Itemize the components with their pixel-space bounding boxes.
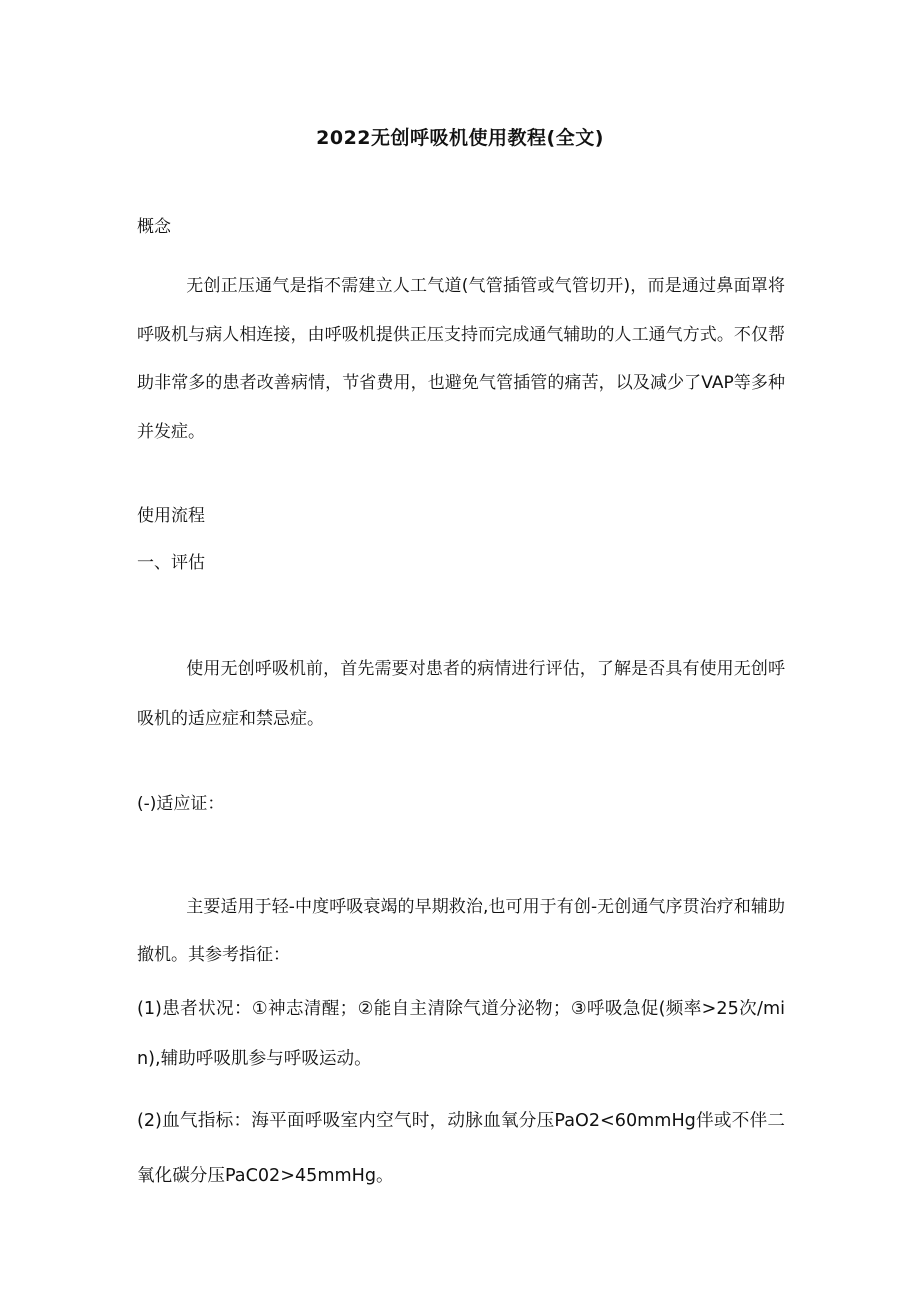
- assessment-heading: 一、评估: [137, 553, 205, 573]
- process-heading: 使用流程: [137, 506, 205, 526]
- indication-heading: (-)适应证：: [137, 794, 225, 814]
- concept-paragraph: 无创正压通气是指不需建立人工气道(气管插管或气管切开)，而是通过鼻面罩将呼吸机与病人相连接，由呼吸机提供正压支持而完成通气辅助的人工通气方式。不仅帮助非常多的患者改善病情，节省费用，也避免气管插管的痛苦，以及减少了VAP等多种并发症。: [137, 276, 785, 442]
- criterion-1: (1)患者状况：①神志清醒；②能自主清除气道分泌物；③呼吸急促(频率>25次/min),辅助呼吸肌参与呼吸运动。: [137, 999, 785, 1069]
- criterion-2: (2)血气指标：海平面呼吸室内空气时，动脉血氧分压PaO2<60mmHg伴或不伴二氧化碳分压PaC02>45mmHg。: [137, 1111, 785, 1186]
- concept-heading: 概念: [137, 217, 171, 237]
- indication-paragraph: 主要适用于轻-中度呼吸衰竭的早期救治,也可用于有创-无创通气序贯治疗和辅助撤机。其参考指征：: [137, 897, 785, 965]
- document-title: 2022无创呼吸机使用教程(全文): [316, 127, 604, 149]
- assessment-paragraph: 使用无创呼吸机前，首先需要对患者的病情进行评估，了解是否具有使用无创呼吸机的适应症和禁忌症。: [137, 659, 785, 729]
